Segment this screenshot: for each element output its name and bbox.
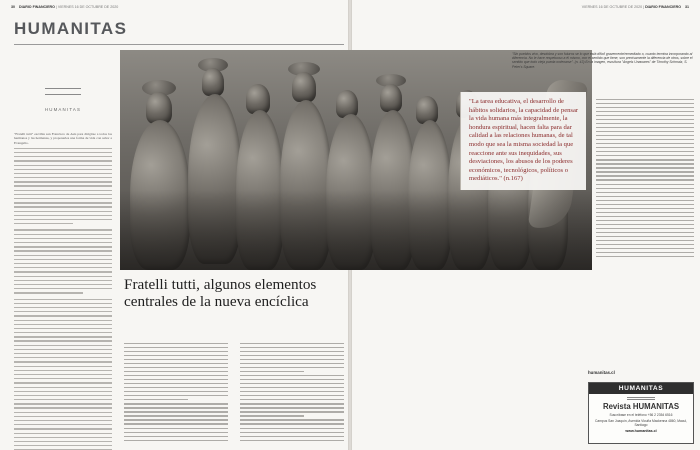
body-text: [240, 343, 344, 444]
body-text: [474, 270, 578, 446]
body-text: [596, 99, 694, 257]
left-folio: 30 DIARIO FINANCIERO | VIERNES 16 DE OCTUBRE DE 2020: [11, 5, 119, 9]
intro-paragraph: "Fratelli tutti" escribía san Francisco de Asís para dirigirse a todos los hermanos y las hermanas, y proponerles una forma de vida con sabor a Evangelio.: [14, 132, 112, 145]
pull-quote: "La tarea educativa, el desarrollo de hábitos solidarios, la capacidad de pensar la vida humana más integralmente, la hondura espiritual, hacen falta para dar calidad a las relaciones humanas, de tal modo que sea la misma sociedad la que reaccione ante sus inequidades, sus desviaciones, los abusos de los poderes económicos, tecnológicos, políticos o mediáticos." (n.167): [460, 92, 586, 190]
intro-body-text: [14, 148, 112, 450]
right-page-number: 31: [685, 5, 689, 9]
right-folio-paper: DIARIO FINANCIERO: [645, 5, 681, 9]
article-headline: Fratelli tutti, algunos elementos centrales de la nueva encíclica: [124, 276, 317, 311]
ad-address: Campus San Joaquín, Avenida Vicuña Mackenna 4860, Macul, Santiago: [594, 418, 688, 427]
intro-column: [14, 52, 112, 450]
logo-label: HUMANITAS: [44, 107, 82, 112]
left-folio-paper: DIARIO FINANCIERO: [19, 5, 55, 9]
footer-url[interactable]: humanitas.cl: [588, 370, 615, 375]
ad-logo-icon: [627, 397, 655, 400]
photo-caption: "Sin pueblos vivo, desdobra y son futuros se lo que está difícil gravemente/remediado o, cuanto termina incorporando al diferencia. No le hace respetuoso a él mismo, con el sentido que tiene, son precisamente la diferencia de otros, sobre el sentido que todo vieja pueda ordenarse". (n. 43) En la imagen, escultura "Angels Unawares" de Timothy Schmalz, S. Peter's Square.: [512, 52, 693, 69]
body-column-4: [474, 270, 578, 446]
body-text: [360, 270, 464, 446]
body-text: [588, 270, 692, 366]
humanitas-logo: [28, 88, 98, 116]
section-title: HUMANITAS: [14, 19, 128, 38]
body-column-2: [240, 340, 344, 444]
ad-title: Revista HUMANITAS: [602, 402, 680, 411]
right-side-column: [596, 96, 694, 268]
logo-bars-icon: [45, 88, 81, 95]
humanitas-ad[interactable]: [588, 382, 694, 444]
ad-banner: HUMANITAS: [589, 383, 693, 394]
left-body-columns: [124, 340, 346, 444]
ad-website[interactable]: www.humanitas.cl: [625, 428, 657, 433]
left-folio-date: VIERNES 16 DE OCTUBRE DE 2020: [57, 5, 119, 9]
body-column-5: [588, 270, 692, 366]
body-text: [124, 343, 228, 444]
section-rule: [14, 44, 344, 45]
right-folio: VIERNES 16 DE OCTUBRE DE 2020 | DIARIO FINANCIERO 31: [581, 5, 689, 9]
left-page-number: 30: [11, 5, 15, 9]
right-folio-date: VIERNES 16 DE OCTUBRE DE 2020: [581, 5, 643, 9]
body-column-1: [124, 340, 228, 444]
ad-subtitle: Suscríbase en el teléfono +56 2 2354 6516: [609, 412, 673, 417]
body-column-3: [360, 270, 464, 446]
